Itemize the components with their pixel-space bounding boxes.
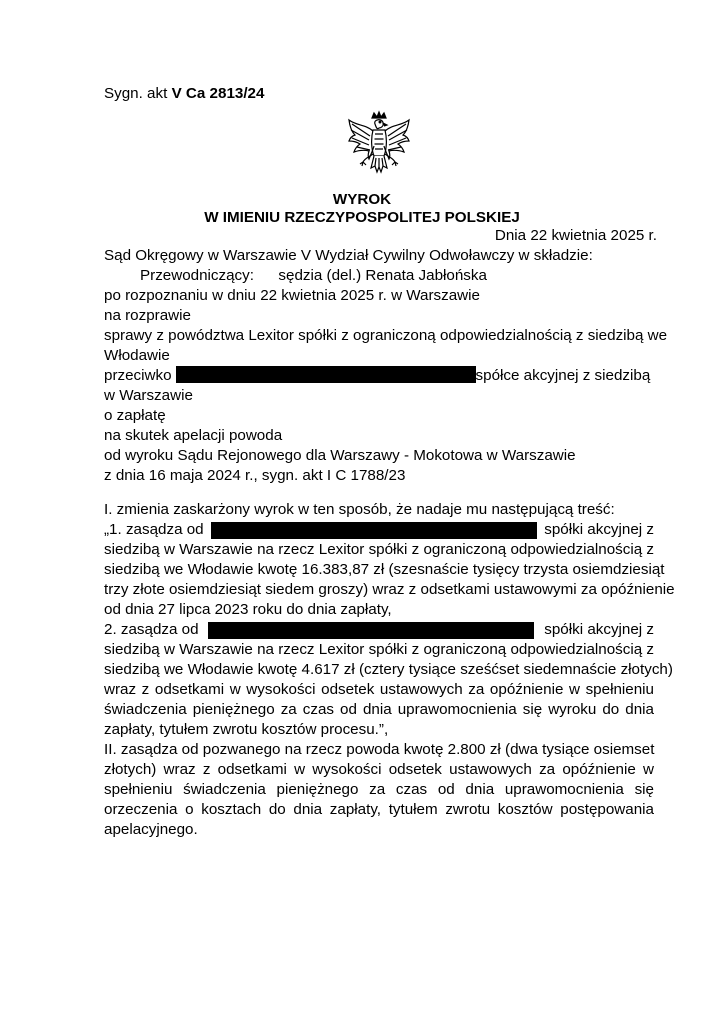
ruling-line: siedzibą we Włodawie kwotę 16.383,87 zł (szesnaście tysięcy trzysta osiemdziesiąt xyxy=(104,561,665,578)
hearing-line: na rozprawie xyxy=(104,307,191,324)
ruling-point-2-line: orzeczenia o kosztach do dnia zapłaty, tytułem zwrotu kosztów postępowania xyxy=(104,801,654,818)
ruling-1-1-company: spółki akcyjnej z xyxy=(544,521,654,538)
ruling-1-1-first-line xyxy=(104,520,654,540)
ruling-1-2-company: spółki akcyjnej z xyxy=(544,621,654,638)
defendant-suffix: spółce akcyjnej z siedzibą xyxy=(475,367,651,384)
ruling-point-2-line: II. zasądza od pozwanego na rzecz powoda kwotę 2.800 zł (dwa tysiące osiemset xyxy=(104,741,655,758)
case-parties-city: Włodawie xyxy=(104,347,170,364)
redaction-bar xyxy=(208,622,534,639)
ruling-point-1-intro: I. zmienia zaskarżony wyrok w ten sposób, że nadaje mu następującą treść: xyxy=(104,501,615,518)
ruling-line: zapłaty, tytułem zwrotu kosztów procesu.”, xyxy=(104,721,389,738)
ruling-line: siedzibą we Włodawie kwotę 4.617 zł (cztery tysiące sześćset siedemnaście złotych) xyxy=(104,661,673,678)
ruling-point-2-line: spełnieniu świadczenia pieniężnego za czas od dnia uprawomocnienia się xyxy=(104,781,654,798)
document-subtitle: W IMIENIU RZECZYPOSPOLITEJ POLSKIEJ xyxy=(204,209,520,226)
ruling-1-2-start: 2. zasądza od xyxy=(104,621,199,638)
defendant-city: w Warszawie xyxy=(104,387,193,404)
presiding-name: sędzia (del.) Renata Jabłońska xyxy=(278,267,487,284)
presiding-label: Przewodniczący: xyxy=(140,267,254,284)
ruling-line: siedzibą w Warszawie na rzecz Lexitor spółki z ograniczoną odpowiedzialnością z xyxy=(104,641,654,658)
case-parties-line: sprawy z powództwa Lexitor spółki z ograniczoną odpowiedzialnością z siedzibą we xyxy=(104,327,668,344)
ruling-line: świadczenia pieniężnego za czas od dnia uprawomocnienia się wyroku do dnia xyxy=(104,701,654,718)
defendant-line xyxy=(104,366,650,386)
case-subject: o zapłatę xyxy=(104,407,166,424)
case-signature-prefix: Sygn. akt xyxy=(104,85,168,102)
lower-court-judgment-date: z dnia 16 maja 2024 r., sygn. akt I C 1788/23 xyxy=(104,467,406,484)
polish-eagle-emblem xyxy=(343,110,415,182)
case-signature xyxy=(104,84,264,104)
ruling-line: od dnia 27 lipca 2023 roku do dnia zapłaty, xyxy=(104,601,392,618)
redaction-bar xyxy=(211,522,537,539)
examination-line: po rozpoznaniu w dniu 22 kwietnia 2025 r. w Warszawie xyxy=(104,287,480,304)
ruling-line: wraz z odsetkami w wysokości odsetek ustawowych za opóźnienie w spełnieniu xyxy=(104,681,654,698)
appeal-line: na skutek apelacji powoda xyxy=(104,427,283,444)
document-title: WYROK xyxy=(332,191,392,208)
judgment-date: Dnia 22 kwietnia 2025 r. xyxy=(494,227,657,244)
lower-court-judgment: od wyroku Sądu Rejonowego dla Warszawy - Mokotowa w Warszawie xyxy=(104,447,576,464)
ruling-point-2-line: apelacyjnego. xyxy=(104,821,198,838)
ruling-1-2-first-line xyxy=(104,620,654,640)
ruling-point-2-line: złotych) wraz z odsetkami w wysokości odsetek ustawowych za opóźnienie w xyxy=(104,761,654,778)
ruling-1-1-start: „1. zasądza od xyxy=(104,521,204,538)
case-signature-number: V Ca 2813/24 xyxy=(171,85,265,102)
presiding-judge-line xyxy=(140,266,487,286)
redaction-bar xyxy=(176,366,476,383)
against-label: przeciwko xyxy=(104,367,172,384)
court-composition: Sąd Okręgowy w Warszawie V Wydział Cywilny Odwoławczy w składzie: xyxy=(104,247,593,264)
ruling-line: siedzibą w Warszawie na rzecz Lexitor spółki z ograniczoną odpowiedzialnością z xyxy=(104,541,654,558)
ruling-line: trzy złote osiemdziesiąt siedem groszy) wraz z odsetkami ustawowymi za opóźnienie xyxy=(104,581,675,598)
